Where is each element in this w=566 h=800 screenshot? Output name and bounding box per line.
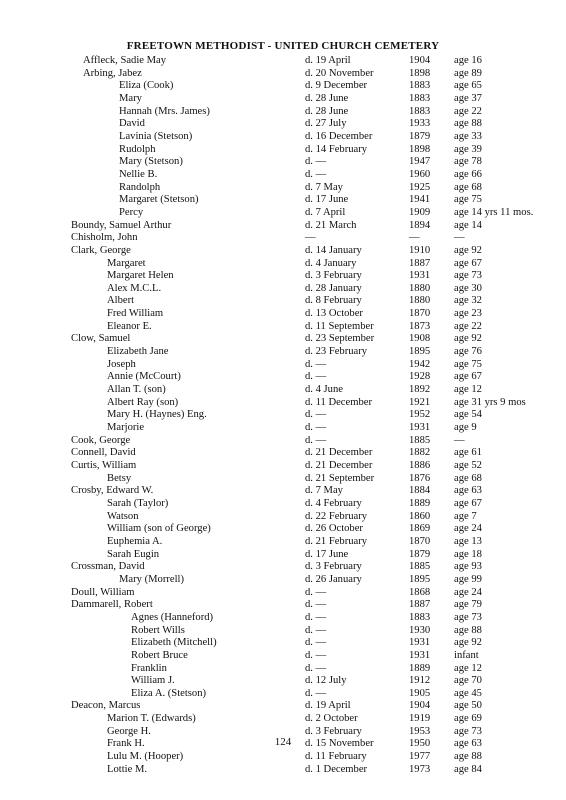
entry-year: 1885	[409, 434, 431, 446]
entry-year: 1950	[409, 738, 431, 750]
entry-name: Elizabeth (Mitchell)	[131, 637, 217, 649]
entry-death-date: d. —	[305, 586, 327, 598]
entry-name: Percy	[119, 206, 144, 218]
list-item	[0, 675, 566, 688]
list-item	[0, 80, 566, 93]
entry-death-date: d. 3 February	[305, 725, 362, 737]
entry-age: age 84	[454, 763, 482, 775]
entry-death-date: d. 7 April	[305, 206, 346, 218]
list-item	[0, 359, 566, 372]
list-item	[0, 460, 566, 473]
entry-age: infant	[454, 649, 479, 661]
entry-age: age 61	[454, 447, 482, 459]
entry-year: 1883	[409, 611, 431, 623]
page-number: 124	[274, 736, 292, 748]
entry-name: Annie (McCourt)	[107, 371, 181, 383]
entry-age: age 50	[454, 700, 482, 712]
entry-age: age 75	[454, 358, 482, 370]
entry-year: 1930	[409, 624, 431, 636]
entry-death-date: d. —	[305, 156, 327, 168]
entry-year: 1868	[409, 586, 431, 598]
list-item	[0, 207, 566, 220]
entry-age: age 22	[454, 320, 482, 332]
entry-death-date: d. —	[305, 599, 327, 611]
entry-name: Albert	[107, 295, 135, 307]
entry-year: 1885	[409, 561, 431, 573]
entry-death-date: d. 1 December	[305, 763, 368, 775]
entry-name: Rudolph	[119, 143, 156, 155]
entry-age: age 68	[454, 472, 482, 484]
entry-year: 1879	[409, 548, 431, 560]
list-item	[0, 498, 566, 511]
list-item	[0, 333, 566, 346]
entry-age: age 12	[454, 662, 482, 674]
entry-name: Doull, William	[71, 586, 135, 598]
entry-year: 1941	[409, 194, 431, 206]
entry-death-date: d. 21 March	[305, 219, 357, 231]
entry-year: 1898	[409, 143, 431, 155]
entry-name: Curtis, William	[71, 460, 137, 471]
entry-age: age 18	[454, 548, 482, 560]
entry-age: age 32	[454, 295, 482, 307]
entry-age: age 73	[454, 611, 482, 623]
entry-age: age 31 yrs 9 mos	[454, 396, 526, 408]
entry-name: Clark, George	[71, 244, 131, 256]
entry-name: Cook, George	[71, 434, 131, 446]
list-item	[0, 182, 566, 195]
entry-age: age 70	[454, 675, 482, 687]
entry-death-date: d. 3 February	[305, 270, 362, 282]
entry-death-date: d. 11 February	[305, 751, 367, 763]
entry-death-date: d. 28 June	[305, 105, 349, 117]
entry-name: Mary	[119, 92, 142, 104]
list-item	[0, 574, 566, 587]
entry-age: age 65	[454, 80, 482, 92]
entry-year: 1895	[409, 573, 431, 585]
entry-name: Margaret	[107, 257, 146, 269]
entry-age: age 63	[454, 485, 482, 497]
entry-age: age 92	[454, 333, 482, 345]
entry-age: age 23	[454, 308, 482, 320]
entry-name: Joseph	[107, 358, 136, 370]
list-item	[0, 144, 566, 157]
entry-year: 1898	[409, 67, 431, 79]
entry-year: 1925	[409, 181, 431, 193]
entry-year: 1933	[409, 118, 431, 130]
list-item	[0, 245, 566, 258]
entry-name: Lulu M. (Hooper)	[107, 751, 184, 763]
entry-age: age 73	[454, 725, 482, 737]
entry-death-date: d. 26 January	[305, 573, 362, 585]
list-item	[0, 295, 566, 308]
list-item	[0, 713, 566, 726]
list-item	[0, 346, 566, 359]
entry-death-date: d. —	[305, 409, 327, 421]
entry-year: 1905	[409, 687, 431, 699]
entry-death-date: d. 26 October	[305, 523, 363, 535]
entry-age: age 24	[454, 586, 482, 598]
entry-year: 1882	[409, 447, 431, 459]
list-item	[0, 283, 566, 296]
entry-name: Eliza A. (Stetson)	[131, 687, 207, 699]
entry-name: Arbing, Jabez	[83, 67, 142, 79]
entry-year: 1879	[409, 130, 431, 142]
list-item	[0, 321, 566, 334]
entry-death-date: d. 23 September	[305, 333, 375, 345]
entry-year: 1886	[409, 460, 431, 471]
entry-age: age 14 yrs 11 mos.	[454, 206, 534, 218]
entry-death-date: d. —	[305, 358, 327, 370]
entry-death-date: d. 7 May	[305, 485, 343, 497]
list-item	[0, 384, 566, 397]
entry-age: age 67	[454, 497, 482, 509]
entry-death-date: d. —	[305, 422, 327, 434]
entry-year: —	[409, 232, 420, 244]
entry-year: 1869	[409, 523, 431, 535]
list-item	[0, 68, 566, 81]
entry-name: Lottie M.	[107, 763, 148, 775]
entry-name: Albert Ray (son)	[107, 396, 179, 408]
entry-name: Affleck, Sadie May	[83, 55, 167, 66]
entry-death-date: d. 15 November	[305, 738, 374, 750]
list-item	[0, 308, 566, 321]
list-item	[0, 131, 566, 144]
entry-death-date: d. 19 April	[305, 55, 351, 66]
entry-name: William J.	[131, 675, 175, 687]
entry-name: Robert Wills	[131, 624, 185, 636]
entry-age: age 39	[454, 143, 482, 155]
list-item	[0, 625, 566, 638]
entry-age: age 93	[454, 561, 482, 573]
list-item	[0, 637, 566, 650]
entry-year: 1919	[409, 713, 431, 725]
entry-age: age 92	[454, 637, 482, 649]
list-item	[0, 561, 566, 574]
list-item	[0, 599, 566, 612]
entry-death-date: d. 20 November	[305, 67, 374, 79]
entry-name: Margaret Helen	[107, 270, 174, 282]
list-item	[0, 549, 566, 562]
list-item	[0, 118, 566, 131]
entry-name: Chisholm, John	[71, 232, 138, 244]
entry-name: Watson	[107, 510, 139, 522]
entry-name: Sarah Eugin	[107, 548, 160, 560]
entry-year: 1931	[409, 649, 431, 661]
entry-death-date: d. 14 February	[305, 143, 368, 155]
list-item	[0, 371, 566, 384]
entry-year: 1904	[409, 55, 431, 66]
entry-name: Clow, Samuel	[71, 333, 131, 345]
entry-name: Crosby, Edward W.	[71, 485, 154, 497]
list-item	[0, 700, 566, 713]
entry-name: Eliza (Cook)	[119, 80, 174, 92]
entry-year: 1921	[409, 396, 431, 408]
entry-year: 1887	[409, 257, 431, 269]
entry-age: age 99	[454, 573, 482, 585]
entry-age: age 79	[454, 599, 482, 611]
entry-death-date: d. 14 January	[305, 244, 362, 256]
list-item	[0, 447, 566, 460]
entry-death-date: d. —	[305, 649, 327, 661]
entry-age: age 66	[454, 168, 482, 180]
entry-year: 1880	[409, 295, 431, 307]
entry-age: age 37	[454, 92, 482, 104]
entry-death-date: d. 19 April	[305, 700, 351, 712]
entry-age: age 13	[454, 535, 482, 547]
list-item	[0, 650, 566, 663]
entry-age: age 88	[454, 751, 482, 763]
entry-age: age 33	[454, 130, 482, 142]
entry-year: 1880	[409, 282, 431, 294]
entry-death-date: d. 21 September	[305, 472, 375, 484]
entry-death-date: d. 27 July	[305, 118, 347, 130]
entry-age: age 92	[454, 244, 482, 256]
entry-age: age 54	[454, 409, 482, 421]
entry-age: age 75	[454, 194, 482, 206]
entry-death-date: d. 21 December	[305, 447, 373, 459]
entry-age: age 24	[454, 523, 482, 535]
list-item	[0, 422, 566, 435]
entry-year: 1883	[409, 92, 431, 104]
entry-year: 1883	[409, 105, 431, 117]
entry-name: Sarah (Taylor)	[107, 497, 169, 509]
entry-name: Deacon, Marcus	[71, 700, 141, 712]
entry-death-date: d. —	[305, 611, 327, 623]
entry-age: age 45	[454, 687, 482, 699]
list-item	[0, 688, 566, 701]
page-title: FREETOWN METHODIST - UNITED CHURCH CEMETERY	[126, 40, 440, 52]
entry-name: Randolph	[119, 181, 161, 193]
list-item	[0, 270, 566, 283]
entry-death-date: d. 9 December	[305, 80, 368, 92]
entry-name: Dammarell, Robert	[71, 599, 153, 611]
entry-age: age 73	[454, 270, 482, 282]
entry-name: Robert Bruce	[131, 649, 188, 661]
entry-age: age 76	[454, 346, 482, 358]
entry-age: age 14	[454, 219, 482, 231]
entry-death-date: d. 28 January	[305, 282, 362, 294]
entry-name: Connell, David	[71, 447, 136, 459]
entry-year: 1895	[409, 346, 431, 358]
entry-death-date: d. 17 June	[305, 194, 349, 206]
entry-name: Eleanor E.	[107, 320, 152, 332]
entry-year: 1860	[409, 510, 431, 522]
entry-death-date: d. 12 July	[305, 675, 347, 687]
entry-death-date: d. —	[305, 637, 327, 649]
entry-death-date: d. 4 January	[305, 257, 357, 269]
entry-death-date: d. 4 June	[305, 384, 343, 396]
entry-age: age 22	[454, 105, 482, 117]
entry-year: 1953	[409, 725, 431, 737]
list-item	[0, 397, 566, 410]
list-item	[0, 751, 566, 764]
entry-year: 1870	[409, 308, 431, 320]
entry-death-date: d. 3 February	[305, 561, 362, 573]
entry-year: 1908	[409, 333, 431, 345]
entry-age: age 7	[454, 510, 477, 522]
entry-age: age 88	[454, 118, 482, 130]
entry-name: Crossman, David	[71, 561, 145, 573]
entry-name: David	[119, 118, 145, 130]
entry-age: —	[454, 434, 465, 446]
entry-year: 1931	[409, 637, 431, 649]
entry-year: 1973	[409, 763, 431, 775]
entry-name: Betsy	[107, 472, 132, 484]
entry-age: age 16	[454, 55, 482, 66]
entry-year: 1912	[409, 675, 431, 687]
entry-year: 1977	[409, 751, 431, 763]
list-item	[0, 409, 566, 422]
entry-name: Marion T. (Edwards)	[107, 713, 196, 725]
entry-year: 1952	[409, 409, 431, 421]
entry-death-date: d. —	[305, 168, 327, 180]
entry-death-date: d. 2 October	[305, 713, 358, 725]
entry-name: Franklin	[131, 662, 167, 674]
list-item	[0, 220, 566, 233]
list-item	[0, 473, 566, 486]
entry-year: 1873	[409, 320, 431, 332]
list-item	[0, 93, 566, 106]
list-item	[0, 435, 566, 448]
entry-age: age 63	[454, 738, 482, 750]
entry-year: 1942	[409, 358, 431, 370]
list-item	[0, 106, 566, 119]
list-item	[0, 587, 566, 600]
entry-name: Frank H.	[107, 738, 145, 750]
entry-year: 1887	[409, 599, 431, 611]
entry-death-date: d. 11 December	[305, 396, 372, 408]
entry-death-date: d. —	[305, 687, 327, 699]
entry-year: 1960	[409, 168, 431, 180]
entry-year: 1910	[409, 244, 431, 256]
entry-age: age 12	[454, 384, 482, 396]
list-item	[0, 523, 566, 536]
list-item	[0, 169, 566, 182]
list-item	[0, 764, 566, 777]
list-item	[0, 232, 566, 245]
entry-name: Nellie B.	[119, 168, 158, 180]
entry-death-date: d. 7 May	[305, 181, 343, 193]
list-item	[0, 511, 566, 524]
entry-death-date: d. 22 February	[305, 510, 368, 522]
list-item	[0, 536, 566, 549]
entry-death-date: d. 28 June	[305, 92, 349, 104]
burial-list	[0, 55, 566, 776]
list-item	[0, 258, 566, 271]
entry-death-date: d. 23 February	[305, 346, 368, 358]
entry-death-date: d. 4 February	[305, 497, 362, 509]
entry-year: 1931	[409, 270, 431, 282]
entry-year: 1884	[409, 485, 431, 497]
entry-name: Alex M.C.L.	[107, 282, 162, 294]
entry-year: 1894	[409, 219, 431, 231]
entry-year: 1892	[409, 384, 431, 396]
entry-name: Boundy, Samuel Arthur	[71, 219, 172, 231]
entry-death-date: —	[305, 232, 316, 244]
entry-age: age 69	[454, 713, 482, 725]
entry-name: Marjorie	[107, 422, 145, 434]
entry-name: Euphemia A.	[107, 535, 163, 547]
entry-age: age 67	[454, 257, 482, 269]
entry-name: Margaret (Stetson)	[119, 194, 199, 206]
entry-age: age 88	[454, 624, 482, 636]
entry-death-date: d. 11 September	[305, 320, 374, 332]
entry-name: William (son of George)	[107, 523, 211, 535]
entry-death-date: d. —	[305, 434, 327, 446]
entry-death-date: d. —	[305, 662, 327, 674]
entry-year: 1883	[409, 80, 431, 92]
list-item	[0, 156, 566, 169]
entry-death-date: d. 21 December	[305, 460, 373, 471]
entry-death-date: d. 17 June	[305, 548, 349, 560]
entry-name: Mary (Stetson)	[119, 156, 183, 168]
entry-year: 1889	[409, 497, 431, 509]
entry-age: age 89	[454, 67, 482, 79]
entry-age: age 9	[454, 422, 477, 434]
entry-death-date: d. 8 February	[305, 295, 362, 307]
entry-name: Mary (Morrell)	[119, 573, 185, 585]
entry-year: 1876	[409, 472, 431, 484]
entry-name: Hannah (Mrs. James)	[119, 105, 210, 117]
entry-age: —	[454, 232, 465, 244]
entry-age: age 52	[454, 460, 482, 471]
entry-name: Fred William	[107, 308, 164, 320]
entry-year: 1904	[409, 700, 431, 712]
entry-name: Elizabeth Jane	[107, 346, 169, 358]
entry-name: Mary H. (Haynes) Eng.	[107, 409, 207, 421]
list-item	[0, 663, 566, 676]
entry-year: 1889	[409, 662, 431, 674]
entry-death-date: d. 13 October	[305, 308, 363, 320]
list-item	[0, 55, 566, 68]
entry-year: 1909	[409, 206, 431, 218]
entry-name: Agnes (Hanneford)	[131, 611, 214, 623]
entry-year: 1931	[409, 422, 431, 434]
entry-year: 1870	[409, 535, 431, 547]
entry-death-date: d. 21 February	[305, 535, 368, 547]
entry-age: age 68	[454, 181, 482, 193]
entry-death-date: d. —	[305, 624, 327, 636]
entry-name: George H.	[107, 725, 151, 737]
entry-death-date: d. 16 December	[305, 130, 373, 142]
entry-age: age 78	[454, 156, 482, 168]
entry-name: Lavinia (Stetson)	[119, 130, 193, 142]
list-item	[0, 194, 566, 207]
entry-death-date: d. —	[305, 371, 327, 383]
list-item	[0, 485, 566, 498]
entry-year: 1928	[409, 371, 431, 383]
entry-name: Allan T. (son)	[107, 384, 166, 396]
entry-age: age 67	[454, 371, 482, 383]
list-item	[0, 612, 566, 625]
entry-year: 1947	[409, 156, 431, 168]
entry-age: age 30	[454, 282, 482, 294]
